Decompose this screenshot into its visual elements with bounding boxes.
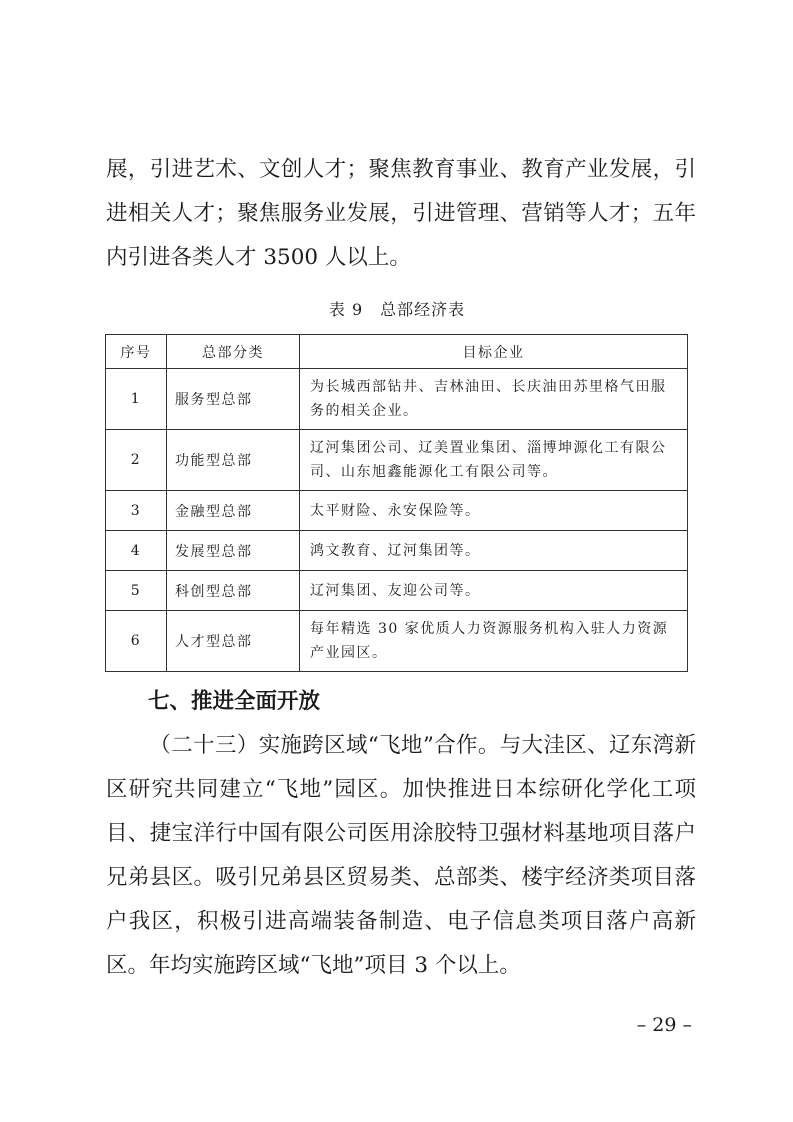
row-number: 6 — [106, 611, 167, 672]
table-row — [106, 369, 688, 430]
column-header-target: 目标企业 — [300, 335, 688, 369]
section-heading: 七、推进全面开放 — [148, 689, 321, 714]
row-target: 辽河集团公司、辽美置业集团、淄博坤源化工有限公司、山东旭鑫能源化工有限公司等。 — [300, 430, 688, 491]
column-header-category: 总部分类 — [167, 335, 300, 369]
row-number: 5 — [106, 571, 167, 611]
row-number: 2 — [106, 430, 167, 491]
table-row — [106, 571, 688, 611]
row-category: 服务型总部 — [167, 369, 300, 430]
page-number: – 29 – — [636, 1014, 692, 1036]
table-caption: 表 9 总部经济表 — [328, 300, 466, 319]
row-number: 1 — [106, 369, 167, 430]
row-target: 每年精选 30 家优质人力资源服务机构入驻人力资源产业园区。 — [300, 611, 688, 672]
table-row — [106, 491, 688, 531]
column-header-no: 序号 — [106, 335, 167, 369]
body-paragraph-text: （二十三）实施跨区域“飞地”合作。与大洼区、辽东湾新区研究共同建立“飞地”园区。加快推进日本综研化学化工项目、捷宝洋行中国有限公司医用涂胶特卫强材料基地项目落户兄弟县区。吸引兄弟县区贸易类、总部类、楼宇经济类项目落户我区，积极引进高端装备制造、电子信息类项目落户高新区。年均实施跨区域“飞地”项目 3 个以上。 — [106, 733, 696, 978]
row-category: 科创型总部 — [167, 571, 300, 611]
table-row — [106, 611, 688, 672]
headquarters-economy-table — [105, 334, 688, 672]
row-target: 鸿文教育、辽河集团等。 — [300, 531, 688, 571]
row-target: 辽河集团、友迎公司等。 — [300, 571, 688, 611]
body-paragraph — [106, 724, 696, 988]
row-target: 为长城西部钻井、吉林油田、长庆油田苏里格气田服务的相关企业。 — [300, 369, 688, 430]
row-number: 4 — [106, 531, 167, 571]
row-number: 3 — [106, 491, 167, 531]
table-row — [106, 430, 688, 491]
table-header-row — [106, 335, 688, 369]
row-category: 人才型总部 — [167, 611, 300, 672]
row-target: 太平财险、永安保险等。 — [300, 491, 688, 531]
row-category: 功能型总部 — [167, 430, 300, 491]
table-row — [106, 531, 688, 571]
row-category: 发展型总部 — [167, 531, 300, 571]
row-category: 金融型总部 — [167, 491, 300, 531]
intro-paragraph: 展，引进艺术、文创人才；聚焦教育事业、教育产业发展，引进相关人才；聚焦服务业发展，引进管理、营销等人才；五年内引进各类人才 3500 人以上。 — [106, 157, 696, 270]
